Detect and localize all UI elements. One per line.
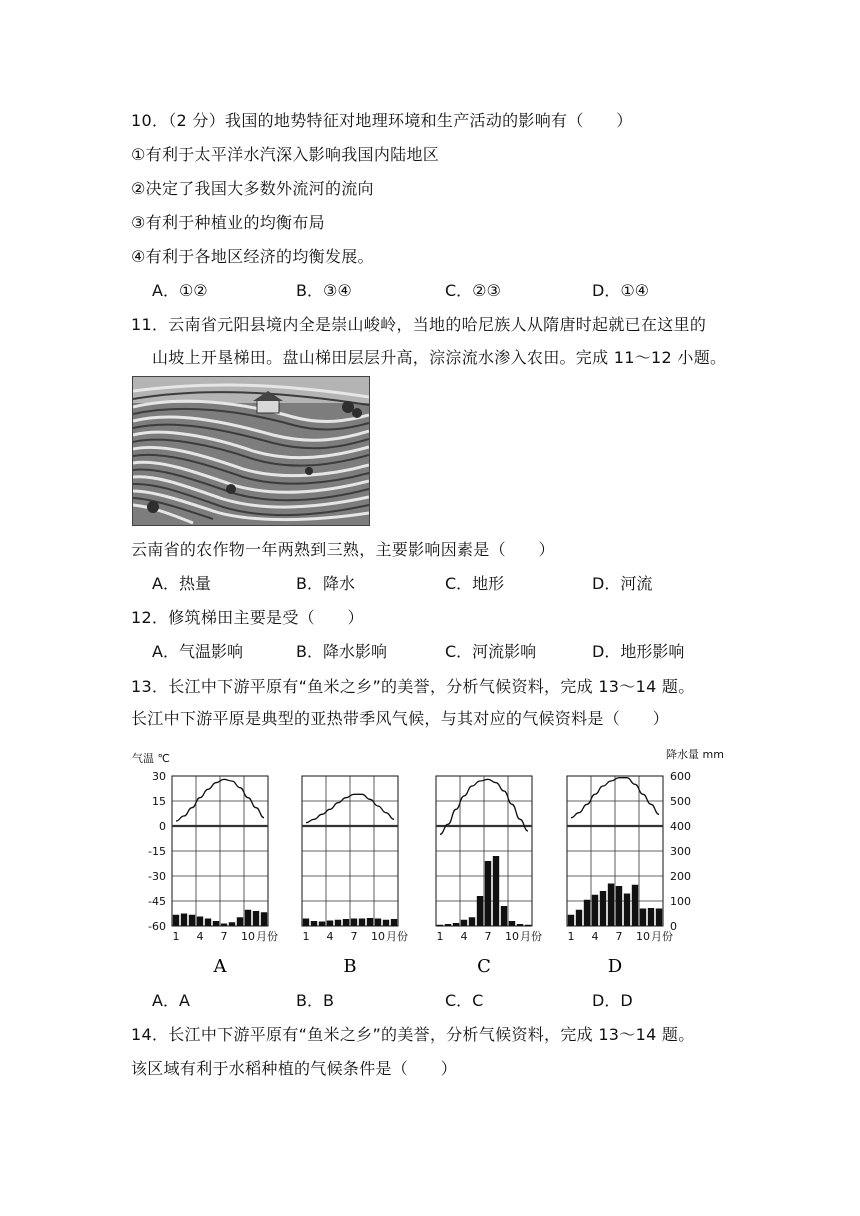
month-unit-label: 月份 [386, 930, 408, 943]
q12-option-a[interactable]: A．气温影响 [152, 642, 243, 661]
precipitation-bar [311, 921, 317, 926]
q10-option-c[interactable]: C．②③ [445, 281, 501, 300]
month-tick-label: 7 [615, 930, 623, 943]
climate-charts [130, 742, 730, 982]
temperature-tick-label: 15 [152, 795, 166, 808]
precipitation-axis-label: 降水量 mm [666, 748, 724, 761]
precipitation-tick-label: 500 [670, 795, 691, 808]
precipitation-bar [367, 918, 373, 926]
precipitation-bar [648, 908, 654, 926]
month-tick-label: 4 [196, 930, 204, 943]
month-tick-label: 4 [460, 930, 468, 943]
month-tick-label: 7 [484, 930, 492, 943]
temperature-tick-label: -45 [148, 895, 166, 908]
q10-option-a[interactable]: A．①② [152, 281, 208, 300]
climate-chart-C [436, 776, 542, 977]
precipitation-bar [592, 895, 598, 926]
precipitation-tick-label: 100 [670, 895, 691, 908]
precipitation-bar [253, 911, 259, 926]
precipitation-bar [632, 885, 638, 926]
q14-stem-line1: 14．长江中下游平原有“鱼米之乡”的美誉，分析气候资料，完成 13～14 题。 [131, 1025, 695, 1044]
q11-option-c[interactable]: C．地形 [445, 574, 505, 593]
month-unit-label: 月份 [520, 930, 542, 943]
q11-option-a[interactable]: A．热量 [152, 574, 211, 593]
precipitation-bar [221, 924, 227, 927]
precipitation-bar [608, 884, 614, 927]
temperature-tick-label: 0 [159, 820, 166, 833]
precipitation-bar [237, 917, 243, 926]
q11-stem-line1: 11．云南省元阳县境内全是崇山峻岭，当地的哈尼族人从隋唐时起就已在这里的 [131, 315, 707, 334]
precipitation-bar [335, 920, 341, 926]
precipitation-bar [600, 891, 606, 926]
temperature-axis-label: 气温 ℃ [132, 752, 170, 765]
q10-option-d[interactable]: D．①④ [592, 281, 650, 300]
q12-option-b[interactable]: B．降水影响 [296, 642, 387, 661]
precipitation-bar [359, 919, 365, 927]
month-tick-label: 1 [172, 930, 180, 943]
q10-item-3: ③有利于种植业的均衡布局 [131, 213, 325, 232]
month-tick-label: 4 [591, 930, 599, 943]
temperature-tick-label: 30 [152, 770, 166, 783]
precipitation-tick-label: 200 [670, 870, 691, 883]
month-tick-label: 7 [350, 930, 358, 943]
precipitation-bar [343, 919, 349, 926]
precipitation-bar [568, 915, 574, 926]
month-tick-label: 4 [326, 930, 334, 943]
q11-stem-line2: 山坡上开垦梯田。盘山梯田层层升高，淙淙流水渗入农田。完成 11～12 小题。 [152, 348, 727, 367]
precipitation-bar [525, 925, 531, 926]
q13-option-c[interactable]: C．C [445, 991, 484, 1010]
q12-option-c[interactable]: C．河流影响 [445, 642, 537, 661]
temperature-tick-label: -30 [148, 870, 166, 883]
precipitation-bar [173, 915, 179, 926]
precipitation-bar [469, 917, 475, 926]
chart-letter-label: B [343, 956, 357, 977]
terraced-rice-fields-photo [132, 376, 370, 526]
month-unit-label: 月份 [651, 930, 673, 943]
q13-stem-line2: 长江中下游平原是典型的亚热带季风气候，与其对应的气候资料是（ ） [131, 709, 669, 728]
precipitation-tick-label: 400 [670, 820, 691, 833]
climate-chart-B [302, 776, 408, 977]
precipitation-bar [229, 922, 235, 926]
q10-stem: 10．（2 分）我国的地势特征对地理环境和生产活动的影响有（ ） [131, 111, 633, 130]
precipitation-bar [461, 920, 467, 926]
precipitation-bar [197, 917, 203, 927]
precipitation-bar [453, 923, 459, 926]
precipitation-tick-label: 300 [670, 845, 691, 858]
precipitation-bar [213, 921, 219, 926]
precipitation-bar [624, 894, 630, 927]
q11-option-d[interactable]: D．河流 [592, 574, 653, 593]
q10-item-2: ②决定了我国大多数外流河的流向 [131, 179, 374, 198]
month-tick-label: 1 [436, 930, 444, 943]
precipitation-bar [327, 921, 333, 927]
q12-stem: 12．修筑梯田主要是受（ ） [131, 608, 364, 627]
month-tick-label: 1 [302, 930, 310, 943]
climate-chart-A [172, 776, 278, 977]
precipitation-bar [319, 922, 325, 927]
q13-stem-line1: 13．长江中下游平原有“鱼米之乡”的美誉，分析气候资料，完成 13～14 题。 [131, 677, 695, 696]
precipitation-bar [189, 915, 195, 926]
q11-option-b[interactable]: B．降水 [296, 574, 355, 593]
q11-question: 云南省的农作物一年两熟到三熟，主要影响因素是（ ） [131, 540, 555, 559]
month-tick-label: 1 [567, 930, 575, 943]
climate-chart-D [567, 776, 673, 977]
precipitation-bar [181, 914, 187, 927]
month-tick-label: 10 [636, 930, 650, 943]
precipitation-bar [656, 909, 662, 927]
precipitation-bar [261, 912, 267, 926]
temperature-tick-label: -60 [148, 920, 166, 933]
q13-option-a[interactable]: A．A [152, 991, 190, 1010]
chart-letter-label: D [607, 956, 623, 977]
month-tick-label: 7 [220, 930, 228, 943]
precipitation-bar [245, 910, 251, 926]
precipitation-bar [501, 906, 507, 926]
q13-option-d[interactable]: D．D [592, 991, 633, 1010]
precipitation-bar [437, 925, 443, 926]
chart-letter-label: A [213, 956, 227, 977]
precipitation-bar [584, 900, 590, 926]
q10-option-b[interactable]: B．③④ [296, 281, 352, 300]
precipitation-bar [517, 924, 523, 926]
q10-item-4: ④有利于各地区经济的均衡发展。 [131, 247, 374, 266]
q13-option-b[interactable]: B．B [296, 991, 334, 1010]
q12-option-d[interactable]: D．地形影响 [592, 642, 685, 661]
month-tick-label: 10 [505, 930, 519, 943]
precipitation-bar [640, 909, 646, 927]
precipitation-bar [477, 896, 483, 926]
precipitation-bar [391, 919, 397, 926]
temperature-tick-label: -15 [148, 845, 166, 858]
month-tick-label: 10 [371, 930, 385, 943]
chart-letter-label: C [477, 956, 491, 977]
precipitation-bar [205, 919, 211, 927]
precipitation-bar [509, 921, 515, 926]
precipitation-tick-label: 600 [670, 770, 691, 783]
precipitation-bar [445, 924, 451, 926]
precipitation-bar [375, 919, 381, 927]
month-tick-label: 10 [241, 930, 255, 943]
precipitation-tick-label: 0 [670, 920, 677, 933]
q14-stem-line2: 该区域有利于水稻种植的气候条件是（ ） [131, 1059, 458, 1078]
precipitation-bar [616, 886, 622, 926]
precipitation-bar [383, 920, 389, 926]
precipitation-bar [493, 856, 499, 926]
precipitation-bar [576, 910, 582, 926]
precipitation-bar [351, 919, 357, 927]
q10-item-1: ①有利于太平洋水汽深入影响我国内陆地区 [131, 145, 440, 164]
precipitation-bar [485, 861, 491, 926]
month-unit-label: 月份 [256, 930, 278, 943]
precipitation-bar [303, 919, 309, 927]
